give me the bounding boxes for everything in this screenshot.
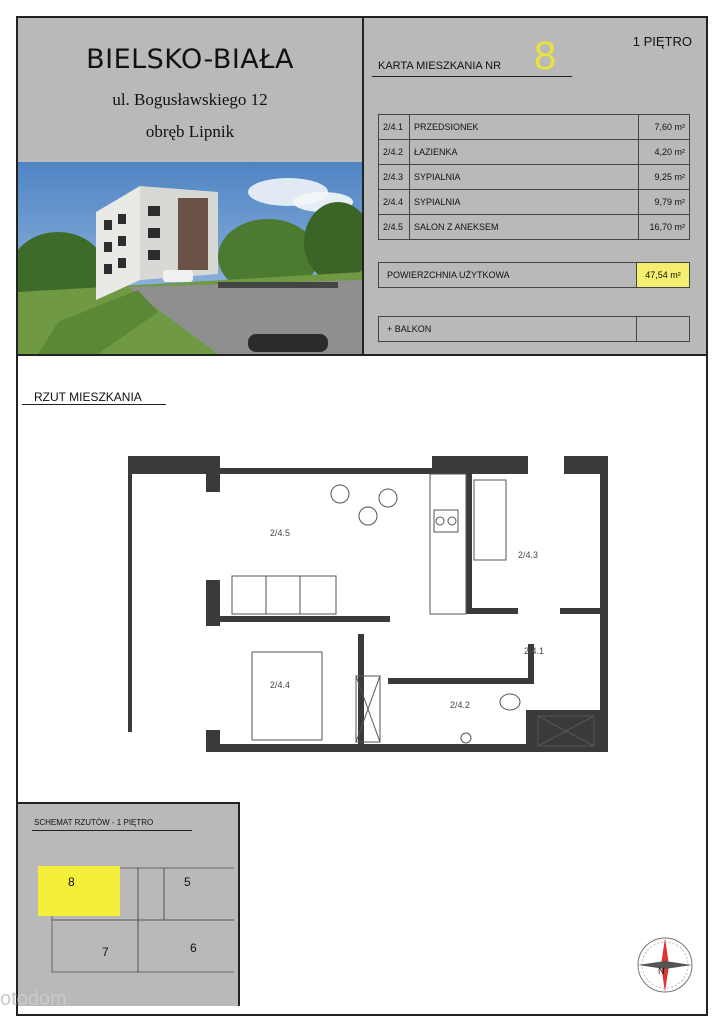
room-code: 2/4.4 <box>379 190 410 215</box>
apartment-number: 8 <box>534 34 557 78</box>
building-render-image <box>18 162 362 354</box>
location-panel <box>18 18 362 162</box>
room-code: 2/4.1 <box>379 115 410 140</box>
room-area: 16,70 m² <box>639 215 690 240</box>
balcony-label: + BALKON <box>387 324 432 334</box>
room-label-2-4-3: 2/4.3 <box>518 550 539 560</box>
card-label: KARTA MIESZKANIA NR <box>378 60 502 72</box>
district-name: obręb Lipnik <box>145 122 235 141</box>
plan-title: RZUT MIESZKANIA <box>34 390 142 404</box>
usable-area-row <box>378 262 690 288</box>
unit-6-label: 6 <box>190 941 197 955</box>
city-title: BIELSKO-BIAŁA <box>86 44 294 75</box>
highlighted-unit <box>38 866 120 916</box>
room-area: 7,60 m² <box>639 115 690 140</box>
balcony-row <box>378 316 690 342</box>
schema-title: SCHEMAT RZUTÓW - 1 PIĘTRO <box>34 818 154 827</box>
room-label-2-4-1: 2/4.1 <box>524 646 545 656</box>
unit-8-label: 8 <box>68 875 75 889</box>
table-row <box>379 190 690 215</box>
floor-schema-diagram <box>34 860 234 980</box>
watermark: otodom <box>0 988 67 1010</box>
card-underline <box>372 76 572 77</box>
room-label-2-4-4: 2/4.4 <box>270 680 291 690</box>
plan-title-underline <box>22 404 166 405</box>
schema-title-underline <box>32 830 192 831</box>
floor-label: 1 PIĘTRO <box>632 34 692 49</box>
room-code: 2/4.5 <box>379 215 410 240</box>
room-name: SYPIALNIA <box>410 190 639 215</box>
room-area: 4,20 m² <box>639 140 690 165</box>
room-label-2-4-5: 2/4.5 <box>270 528 291 538</box>
room-name: SYPIALNIA <box>410 165 639 190</box>
balcony-value-box <box>636 317 689 341</box>
unit-5-label: 5 <box>184 875 191 889</box>
usable-area-label: POWIERZCHNIA UŻYTKOWA <box>387 270 510 280</box>
room-area: 9,79 m² <box>639 190 690 215</box>
room-name: SALON Z ANEKSEM <box>410 215 639 240</box>
apartment-card-panel <box>362 18 706 354</box>
table-row <box>379 115 690 140</box>
room-code: 2/4.2 <box>379 140 410 165</box>
table-row <box>379 165 690 190</box>
room-name: ŁAZIENKA <box>410 140 639 165</box>
floor-schema-panel <box>18 802 240 1006</box>
unit-7-label: 7 <box>102 945 109 959</box>
compass-icon <box>634 934 696 996</box>
usable-area-value: 47,54 m² <box>636 263 689 287</box>
compass-north-letter: N <box>658 966 665 976</box>
room-code: 2/4.3 <box>379 165 410 190</box>
table-row <box>379 215 690 240</box>
section-divider <box>16 354 708 356</box>
room-label-2-4-2: 2/4.2 <box>450 700 471 710</box>
room-name: PRZEDSIONEK <box>410 115 639 140</box>
room-area: 9,25 m² <box>639 165 690 190</box>
floor-plan <box>120 448 620 768</box>
street-address: ul. Bogusławskiego 12 <box>112 90 268 109</box>
table-row <box>379 140 690 165</box>
rooms-table <box>378 114 690 240</box>
